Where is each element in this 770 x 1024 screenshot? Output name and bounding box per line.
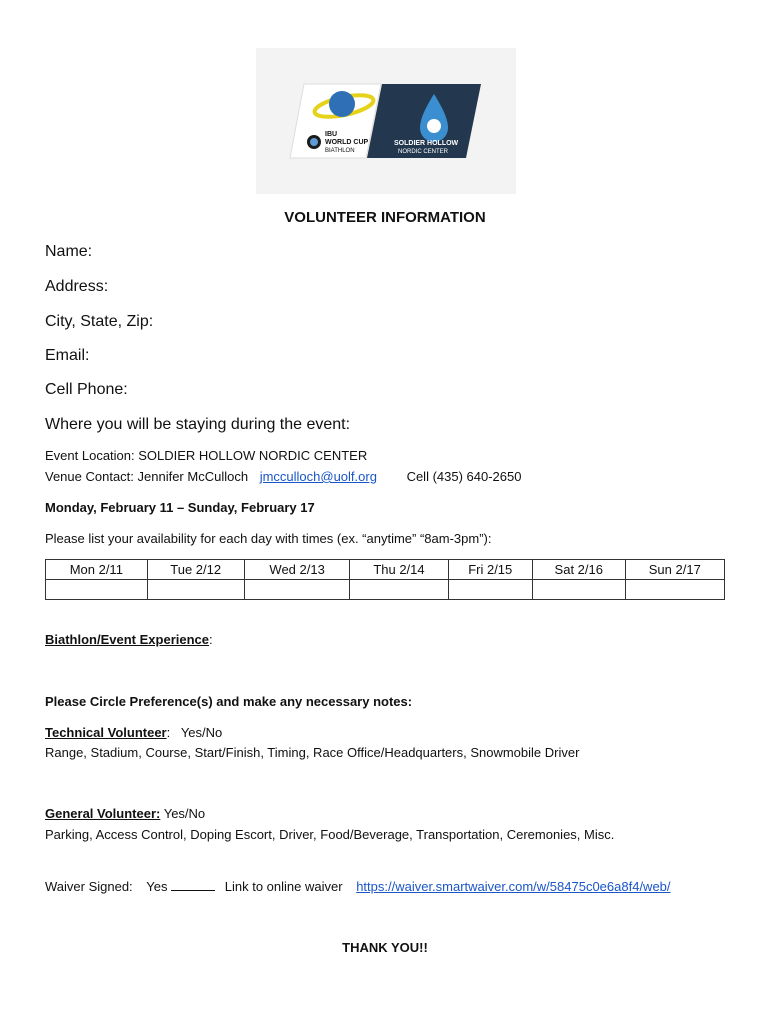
availability-table [45,559,725,600]
logo-wc-3: BIATHLON [325,148,355,154]
staying-field-label: Where you will be staying during the event: [45,416,351,433]
logo-wc-1: IBU [325,131,338,138]
availability-cell[interactable] [448,580,532,600]
event-dates: Monday, February 11 – Sunday, February 17 [45,500,315,515]
waiver-link-label: Link to online waiver [224,879,343,894]
experience-label: Biathlon/Event Experience [45,632,209,647]
logo-wc-2: WORLD CUP [325,139,369,146]
experience-suffix: : [209,632,213,647]
general-label: General Volunteer: [45,806,161,821]
technical-label: Technical Volunteer [45,725,167,740]
availability-cell[interactable] [244,580,350,600]
availability-cell[interactable] [46,580,148,600]
contact-email-link[interactable]: jmcculloch@uolf.org [259,469,377,484]
logo-sh-1: SOLDIER HOLLOW [394,140,459,147]
venue-contact-row [45,469,521,484]
availability-entry-row [46,580,725,600]
technical-answer: : Yes/No [166,725,223,740]
waiver-label: Waiver Signed: [45,879,133,894]
day-header: Sat 2/16 [532,560,625,580]
technical-row [45,725,222,740]
general-options: Parking, Access Control, Doping Escort, Driver, Food/Beverage, Transportation, Ceremonies, Misc. [45,827,615,842]
availability-cell[interactable] [625,580,724,600]
waiver-blank-line[interactable] [171,878,215,891]
event-location: Event Location: SOLDIER HOLLOW NORDIC CENTER [45,448,368,463]
day-header: Wed 2/13 [244,560,350,580]
day-header: Thu 2/14 [350,560,448,580]
preference-heading: Please Circle Preference(s) and make any necessary notes: [45,694,413,709]
event-logo [256,48,516,194]
experience-row [45,632,213,647]
address-field-label: Address: [45,278,109,295]
day-header: Sun 2/17 [625,560,724,580]
general-row [45,806,205,821]
general-answer: Yes/No [160,806,206,821]
venue-contact-label: Venue Contact: Jennifer McCulloch [45,469,249,484]
availability-instruction: Please list your availability for each day with times (ex. “anytime” “8am-3pm”): [45,531,492,546]
phone-field-label: Cell Phone: [45,381,128,398]
logo-sh-2: NORDIC CENTER [398,149,449,155]
waiver-yes: Yes [146,879,168,894]
availability-header-row [46,560,725,580]
waiver-url-link[interactable]: https://waiver.smartwaiver.com/w/58475c0e6a8f4/web/ [356,879,671,894]
availability-cell[interactable] [147,580,244,600]
city-field-label: City, State, Zip: [45,313,154,330]
page-title: VOLUNTEER INFORMATION [284,209,486,226]
day-header: Mon 2/11 [46,560,148,580]
email-field-label: Email: [45,347,90,364]
logo-area [256,48,516,194]
waiver-row [45,878,671,894]
contact-cell: Cell (435) 640-2650 [406,469,522,484]
thank-you: THANK YOU!! [342,940,428,955]
name-field-label: Name: [45,243,93,260]
day-header: Fri 2/15 [448,560,532,580]
availability-cell[interactable] [350,580,448,600]
availability-cell[interactable] [532,580,625,600]
technical-options: Range, Stadium, Course, Start/Finish, Timing, Race Office/Headquarters, Snowmobile Driver [45,745,580,760]
day-header: Tue 2/12 [147,560,244,580]
